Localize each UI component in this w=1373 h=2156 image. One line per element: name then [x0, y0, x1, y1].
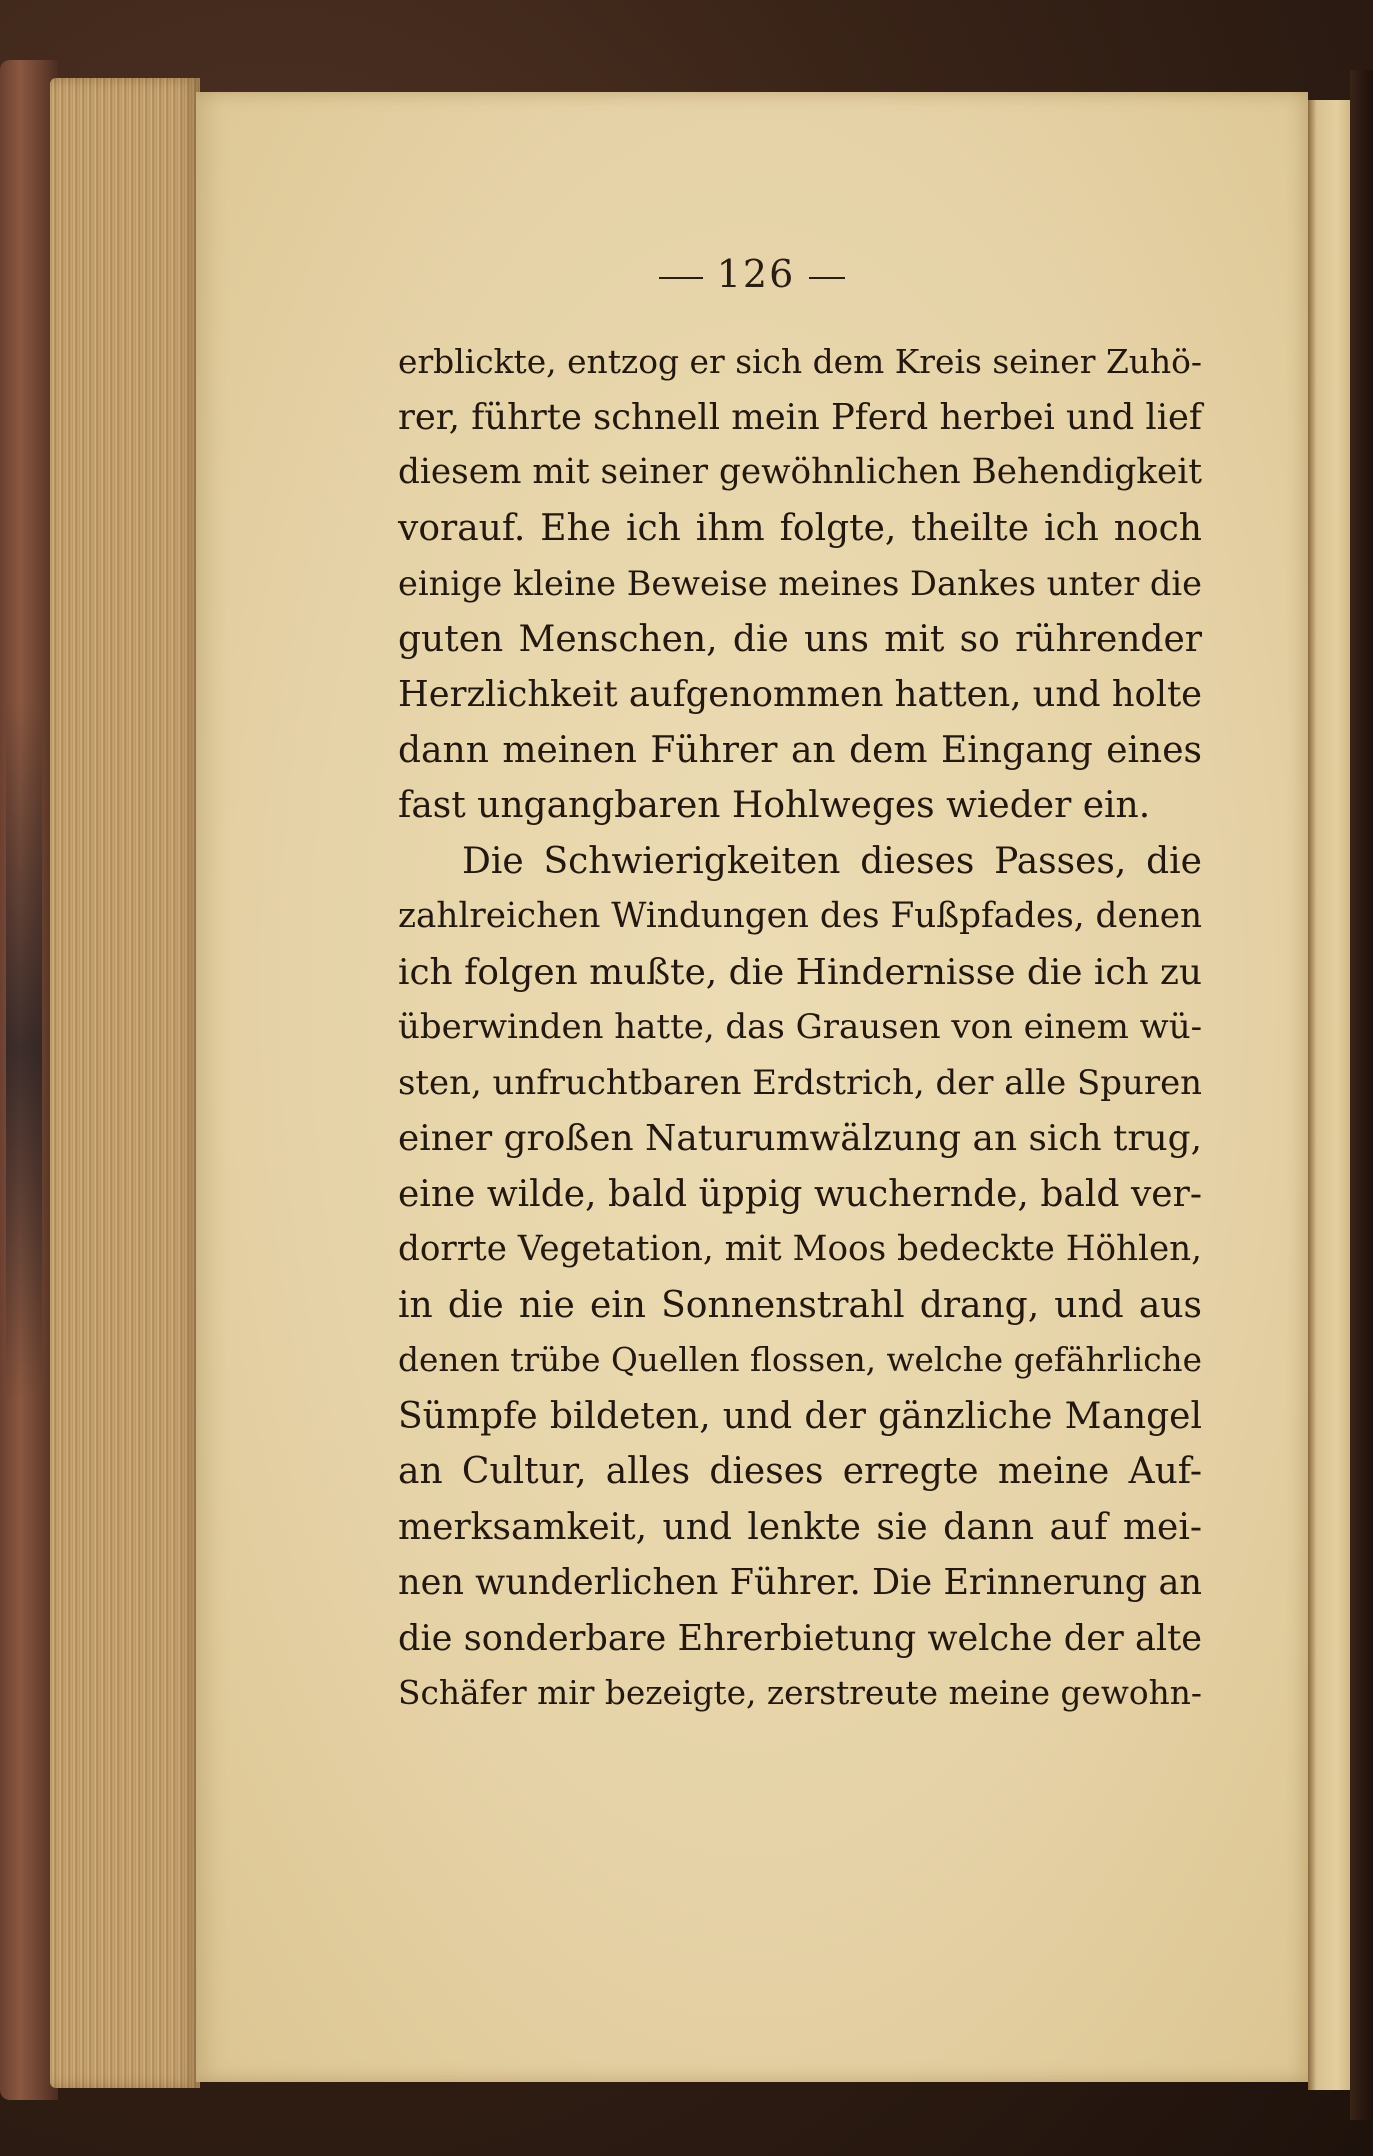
text-line: denen trübe Quellen flossen, welche gefährliche	[398, 1341, 1202, 1379]
text-line: dann meinen Führer an dem Eingang eines	[398, 729, 1202, 771]
text-line: guten Menschen, die uns mit so rührender	[398, 618, 1202, 660]
text-line: an Cultur, alles dieses erregte meine Auf-	[398, 1451, 1202, 1492]
text-line: zahlreichen Windungen des Fußpfades, denen	[398, 896, 1202, 936]
text-line: vorauf. Ehe ich ihm folgte, theilte ich noch	[398, 507, 1202, 549]
text-line: einige kleine Beweise meines Dankes unter die	[398, 564, 1202, 603]
page-number	[196, 252, 1308, 296]
text-line: ich folgen mußte, die Hindernisse die ich zu	[398, 951, 1202, 993]
text-line: Sümpfe bildeten, und der gänzliche Mangel	[398, 1395, 1202, 1437]
text-line: merksamkeit, und lenkte sie dann auf mei-	[398, 1506, 1202, 1548]
book-cover-right	[1350, 70, 1373, 2120]
facing-page-edge	[1308, 100, 1356, 2090]
text-line: diesem mit seiner gewöhnlichen Behendigkeit	[398, 452, 1202, 492]
text-line-paragraph-end: fast ungangbaren Hohlweges wieder ein.	[398, 785, 1151, 826]
text-line: erblickte, entzog er sich dem Kreis seiner Zuhö-	[398, 342, 1202, 381]
text-line-paragraph-start: Die Schwierigkeiten dieses Passes, die	[462, 840, 1202, 882]
dash-left	[659, 277, 703, 279]
text-line: Herzlichkeit aufgenommen hatten, und holte	[398, 674, 1203, 715]
dash-right	[809, 277, 845, 279]
text-line: eine wilde, bald üppig wuchernde, bald ver-	[398, 1173, 1202, 1215]
text-line: überwinden hatte, das Grausen von einem wü-	[398, 1007, 1203, 1047]
body-text	[398, 334, 1202, 1722]
page-edges	[50, 78, 200, 2088]
text-line: in die nie ein Sonnenstrahl drang, und aus	[398, 1284, 1202, 1326]
page-number-text: 126	[716, 252, 796, 296]
text-line: rer, führte schnell mein Pferd herbei und lief	[398, 396, 1202, 438]
text-line: Schäfer mir bezeigte, zerstreute meine gewohn-	[398, 1674, 1202, 1712]
text-line: die sonderbare Ehrerbietung welche der alte	[398, 1617, 1202, 1659]
text-line: nen wunderlichen Führer. Die Erinnerung an	[398, 1562, 1202, 1603]
text-line: sten, unfruchtbaren Erdstrich, der alle Spuren	[398, 1063, 1202, 1103]
text-line: dorrte Vegetation, mit Moos bedeckte Höhlen,	[398, 1229, 1202, 1269]
text-line: einer großen Naturumwälzung an sich trug,	[398, 1118, 1202, 1159]
